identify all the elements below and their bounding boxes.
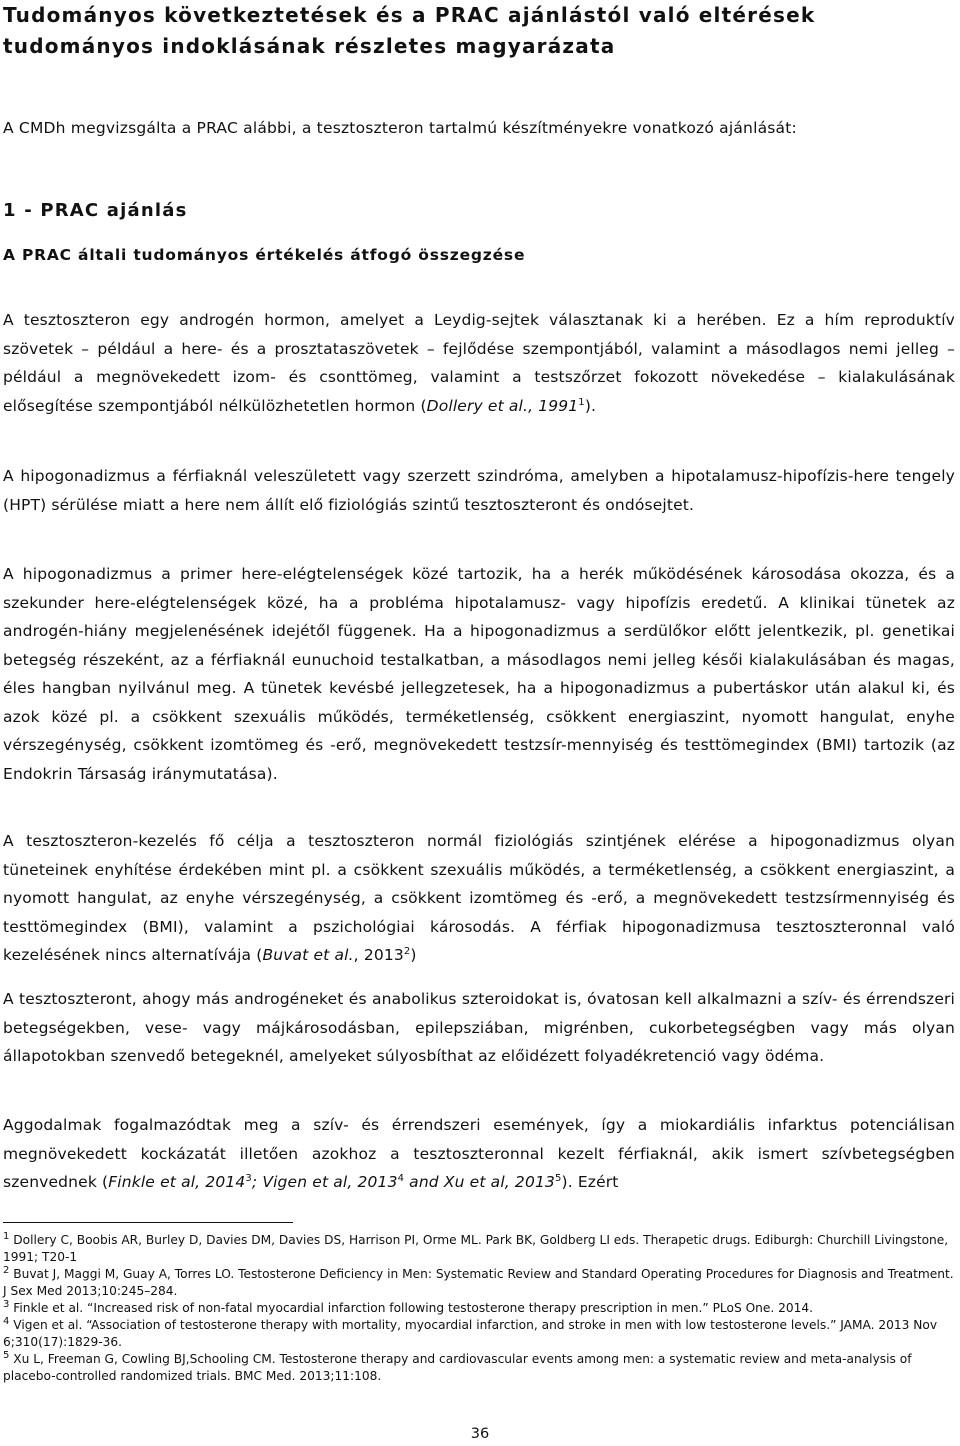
paragraph-4-text: A tesztoszteron-kezelés fő célja a tesztoszteron normál fiziológiás szintjének elérése a hipogonadizmus olyan tüneteinek enyhítése érdekében mint pl. a csökkent szexuális működés, a terméketlenség, a csökkent energiaszint, a nyomott hangulat, az enyhe vérszegénység, a csökkent izomtömeg és -erő, a megnövekedett testzsírmennyiség és testtömegindex (BMI), valamint a pszichológiai károsodás. A férfiak hipogonadizmusa tesztoszteronnal való kezelésének nincs alternatívája ( <box>3 832 955 964</box>
footnote-text: Buvat J, Maggi M, Guay A, Torres LO. Testosterone Deficiency in Men: Systematic Review and Standard Operating Procedures for Diagnosis and Treatment. J Sex Med 2013;10:245–284. <box>3 1267 954 1298</box>
footnote-text: Dollery C, Boobis AR, Burley D, Davies DM, Davies DS, Harrison PI, Orme ML. Park BK, Goldberg LI eds. Therapetic drugs. Ediburgh: Churchill Livingstone, 1991; T20-1 <box>3 1233 949 1264</box>
footnotes <box>3 1232 955 1385</box>
footnote-number: 3 <box>3 1298 10 1310</box>
footnote-text: Xu L, Freeman G, Cowling BJ,Schooling CM. Testosterone therapy and cardiovascular events among men: a systematic review and meta-analysis of placebo-controlled randomized trials. BMC Med. 2013;11:108. <box>3 1352 912 1383</box>
footnote-item <box>3 1266 955 1300</box>
title-line-1: Tudományos következtetések és a PRAC ajánlástól való eltérések <box>3 3 816 27</box>
paragraph-5: A tesztoszteront, ahogy más androgéneket és anabolikus szteroidokat is, óvatosan kell alkalmazni a szív- és érrendszeri betegségekben, vese- vagy májkárosodásban, epilepsziában, migrénben, cukorbetegségben vagy más olyan állapotokban szenvedő betegeknél, amelyeket súlyosbíthat az előidézett folyadékretenció vagy ödéma. <box>3 990 955 1065</box>
footnote-item <box>3 1351 955 1385</box>
citation-vigen: Vigen et al, 2013 <box>262 1173 398 1191</box>
footnote-number: 5 <box>3 1349 10 1361</box>
footnote-ref-4[interactable]: 4 <box>397 1172 405 1184</box>
page-number: 36 <box>470 1426 490 1442</box>
paragraph-1-end: ). <box>584 396 597 415</box>
citation-separator-1: ; <box>251 1173 263 1191</box>
citation-dollery: Dollery et al., 1991 <box>426 396 579 415</box>
paragraph-4 <box>3 827 955 970</box>
intro-text: A CMDh megvizsgálta a PRAC alábbi, a tesztoszteron tartalmú készítményekre vonatkozó ajánlását: <box>3 119 797 137</box>
footnote-ref-3[interactable]: 3 <box>245 1172 252 1184</box>
paragraph-4-end: ) <box>410 946 417 964</box>
footnote-text: Finkle et al. “Increased risk of non-fatal myocardial infarction following testosterone therapy prescription in men.” PLoS One. 2014. <box>13 1301 814 1315</box>
paragraph-3: A hipogonadizmus a primer here-elégtelenségek közé tartozik, ha a herék működésének károsodása okozza, és a szekunder here-elégtelenségek közé, ha a probléma hipotalamusz- vagy hipofízis eredetű. A klinikai tünetek az androgén-hiány megjelenésének idejétől függenek. Ha a hipogonadizmus a serdülőkor előtt jelentkezik, pl. genetikai betegség részeként, az a férfiaknál eunuchoid testalkatban, a másodlagos nemi jelleg késői kialakulásában és magas, éles hangban nyilvánul meg. A tünetek kevésbé jellegzetesek, ha a hipogonadizmus a pubertáskor után alakul ki, és azok közé pl. a csökkent szexuális működés, terméketlenség, csökkent energiaszint, nyomott hangulat, enyhe vérszegénység, csökkent izomtömeg és -erő, megnövekedett testzsír-mennyiség és testtömegindex (BMI) tartozik (az Endokrin Társaság iránymutatása). <box>3 565 955 783</box>
footnote-item <box>3 1317 955 1351</box>
paragraph-6-text: Aggodalmak fogalmazódtak meg a szív- és érrendszeri események, így a miokardiális infarktus potenciálisan megnövekedett kockázatát illetően azokhoz a tesztoszteronnal kezelt férfiaknál, akik ismert szívbetegségben szenvednek ( <box>3 1116 955 1191</box>
document-title <box>3 0 815 62</box>
footnote-number: 2 <box>3 1264 10 1276</box>
footnote-text: Vigen et al. “Association of testosterone therapy with mortality, myocardial infarction, and stroke in men with low testosterone levels.” JAMA. 2013 Nov 6;310(17):1829-36. <box>3 1318 938 1349</box>
footnote-number: 4 <box>3 1315 10 1327</box>
citation-buvat: Buvat et al. <box>262 946 354 964</box>
paragraph-6 <box>3 1111 955 1197</box>
footnote-item <box>3 1300 955 1317</box>
paragraph-6-end: ). Ezért <box>561 1173 619 1191</box>
subsection-heading: A PRAC általi tudományos értékelés átfogó összegzése <box>3 246 526 264</box>
footnote-ref-2[interactable]: 2 <box>403 945 411 957</box>
citation-buvat-year: , 2013 <box>353 946 404 964</box>
paragraph-1-text: A tesztoszteron egy androgén hormon, amelyet a Leydig-sejtek választanak ki a herében. Ez a hím reproduktív szövetek – például a here- és a prosztataszövetek – fejlődése szempontjából, valamint a másodlagos nemi jelleg – például a megnövekedett izom- és csonttömeg, valamint a testszőrzet fokozott növekedése – kialakulásának elősegítése szempontjából nélkülözhetetlen hormon ( <box>3 311 955 415</box>
footnote-number: 1 <box>3 1230 10 1242</box>
title-line-2: tudományos indoklásának részletes magyarázata <box>3 34 616 58</box>
paragraph-2: A hipogonadizmus a férfiaknál veleszületett vagy szerzett szindróma, amelyben a hipotalamusz-hipofízis-here tengely (HPT) sérülése miatt a here nem állít elő fiziológiás szintű tesztoszteront és ondósejtet. <box>3 467 955 514</box>
footnote-separator <box>3 1222 293 1223</box>
section-heading: 1 - PRAC ajánlás <box>3 200 188 221</box>
citation-separator-2: and <box>404 1173 444 1191</box>
footnote-item <box>3 1232 955 1266</box>
footnote-ref-1[interactable]: 1 <box>578 396 585 408</box>
citation-xu: Xu et al, 2013 <box>443 1173 555 1191</box>
paragraph-1 <box>3 306 955 420</box>
footnote-ref-5[interactable]: 5 <box>554 1172 562 1184</box>
citation-finkle: Finkle et al, 2014 <box>108 1173 246 1191</box>
